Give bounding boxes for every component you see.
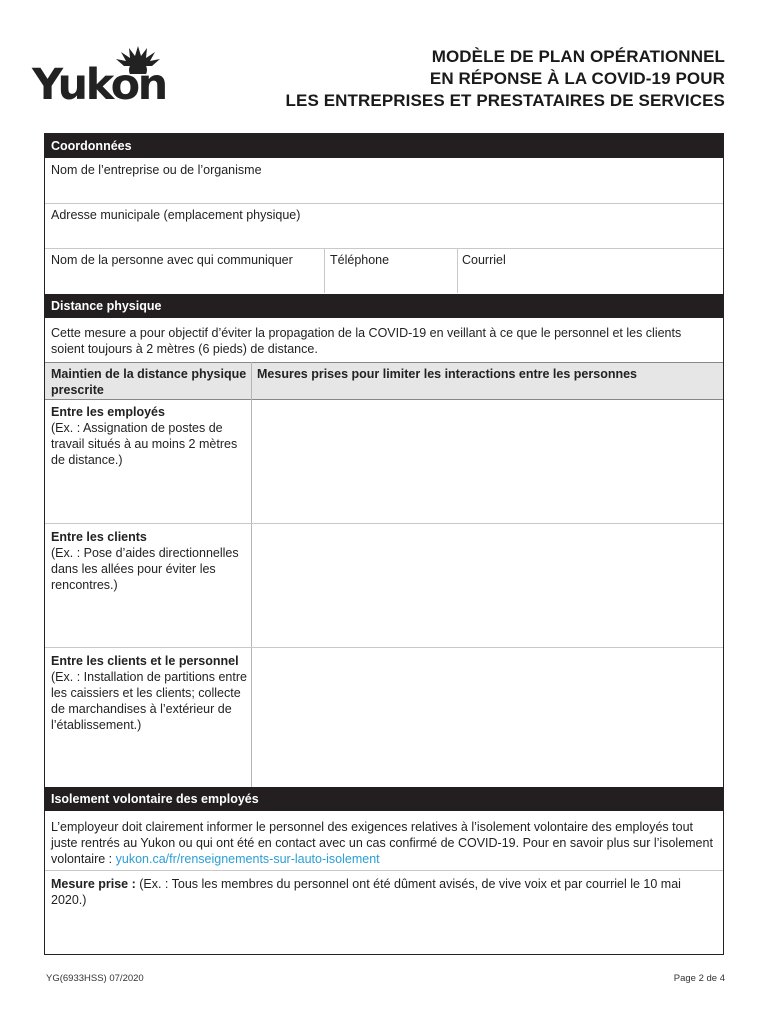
section-header-distance: Distance physique: [45, 294, 723, 318]
row-clients-staff: [51, 653, 247, 733]
title-line-3: LES ENTREPRISES ET PRESTATAIRES DE SERVICES: [285, 91, 725, 110]
column-header-measures: Mesures prises pour limiter les interactions entre les personnes: [257, 367, 637, 381]
logo-wordmark: Yukon: [32, 60, 166, 110]
divider: [45, 362, 723, 363]
row-description: (Ex. : Pose d’aides directionnelles dans les allées pour éviter les rencontres.): [51, 546, 239, 592]
isolement-intro: L’employeur doit clairement informer le personnel des exigences relatives à l’isolement volontaire des employés tout juste rentrés au Yukon ou qui ont été en contact avec un cas confirmé de COVID-19. Pour en savoir plus sur l’isolement volontaire :: [51, 820, 713, 866]
email-field[interactable]: [458, 249, 723, 293]
row-title: Entre les clients et le personnel: [51, 654, 239, 668]
row-employees: [51, 404, 247, 468]
yukon-logo: [32, 46, 172, 108]
email-label: Courriel: [462, 253, 506, 267]
row-description: (Ex. : Installation de partitions entre les caissiers et les clients; collecte de marchandises à l’extérieur de l’établissement.): [51, 670, 247, 732]
section-header-isolement: Isolement volontaire des employés: [45, 787, 723, 811]
measure-label: Mesure prise :: [51, 877, 136, 891]
form-code: YG(6933HSS) 07/2020: [46, 973, 144, 984]
form-frame: [44, 133, 724, 955]
business-name-field[interactable]: [45, 158, 723, 203]
page-title: [286, 46, 725, 112]
isolement-intro-text: [51, 819, 716, 867]
title-line-1: MODÈLE DE PLAN OPÉRATIONNEL: [431, 47, 725, 66]
row-clients: [51, 529, 247, 593]
row-title: Entre les employés: [51, 405, 165, 419]
self-isolation-link[interactable]: yukon.ca/fr/renseignements-sur-lauto-isolement: [115, 852, 380, 866]
measures-clients-staff-field[interactable]: [252, 648, 723, 787]
measure-field[interactable]: [45, 871, 723, 954]
row-title: Entre les clients: [51, 530, 147, 544]
contact-person-field[interactable]: [45, 249, 324, 293]
row-description: (Ex. : Assignation de postes de travail situés à au moins 2 mètres de distance.): [51, 421, 238, 467]
distance-intro-text: Cette mesure a pour objectif d’éviter la propagation de la COVID-19 en veillant à ce que le personnel et les clients soient toujours à 2 mètres (6 pieds) de distance.: [51, 326, 682, 356]
address-field[interactable]: [45, 204, 723, 248]
business-name-label: Nom de l’entreprise ou de l’organisme: [51, 163, 262, 177]
address-label: Adresse municipale (emplacement physique): [51, 208, 301, 222]
contact-person-label: Nom de la personne avec qui communiquer: [51, 253, 293, 267]
column-header-distance: Maintien de la distance physique prescrite: [51, 367, 247, 397]
phone-label: Téléphone: [330, 253, 390, 267]
section-header-coordonnees: Coordonnées: [45, 134, 723, 158]
measures-clients-field[interactable]: [252, 524, 723, 647]
page-number: Page 2 de 4: [673, 973, 725, 984]
title-line-2: EN RÉPONSE À LA COVID-19 POUR: [429, 69, 725, 88]
phone-field[interactable]: [325, 249, 457, 293]
measure-example: (Ex. : Tous les membres du personnel ont été dûment avisés, de vive voix et par courriel le 10 mai 2020.): [51, 877, 681, 907]
measures-employees-field[interactable]: [252, 400, 723, 523]
